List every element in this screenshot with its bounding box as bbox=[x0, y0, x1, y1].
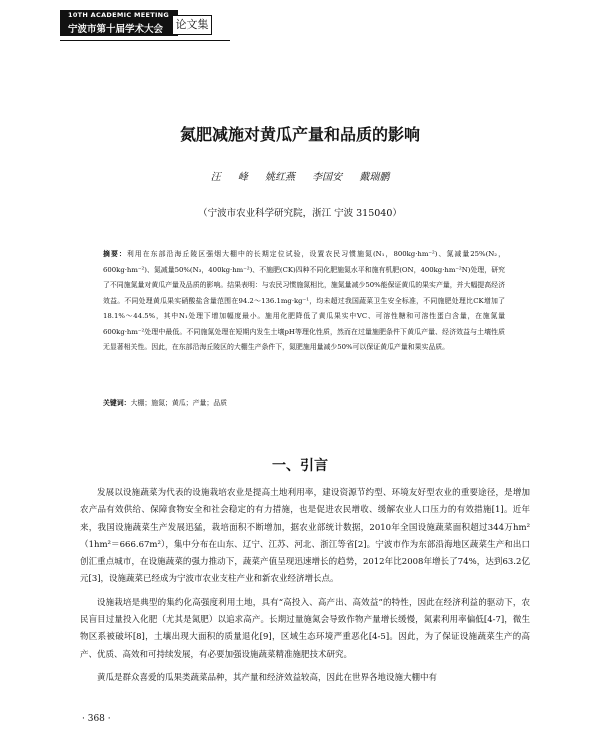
page-number: · 368 · bbox=[82, 714, 111, 724]
keywords bbox=[103, 397, 505, 409]
body-paragraph: 设施栽培是典型的集约化高强度利用土地，具有“高投入、高产出、高效益”的特性，因此在经济利益的驱动下，农民盲目过量投入化肥（尤其是氮肥）以追求高产。长期过量施氮会导致作物产量增长缓慢，氮素利用率偏低[4-7]，微生物区系被破坏[8]，土壤出现大面积的质量退化[9]，区域生态环境严重恶化[4-5]。因此，为了保证设施蔬菜生产的高产、优质、高效和可持续发展，有必要加强设施蔬菜精准施肥技术研究。 bbox=[80, 597, 530, 660]
keywords-text: 大棚；施氮；黄瓜；产量；品质 bbox=[130, 399, 228, 407]
conference-name-cn: 宁波市第十届学术大会 bbox=[68, 24, 164, 35]
abstract-text: 利用在东部沿海丘陵区强烟大棚中的长期定位试验，设置农民习惯施氮(N₁，800kg·hm⁻²)、氮减量25%(N₂，600kg·hm⁻²)、氮减量50%(N₃，400kg·hm⁻²)、不施肥(CK)四种不同化肥施氮水平和施有机肥(ON，400kg·hm⁻²N)处理，研究了不同施氮量对黄瓜产量及品质的影响。结果表明：与农民习惯施氮相比，施氮量减少50%能保证黄瓜的果实产量，并大幅提高经济效益。不同处理黄瓜果实硝酸盐含量范围在94.2～136.1mg·kg⁻¹，均未超过我国蔬菜卫生安全标准，不同施肥处理比CK增加了18.1%～44.5%，其中N₁处理下增加幅度最小。施用化肥降低了黄瓜果实中VC、可溶性糖和可溶性蛋白含量，在施氮量600kg·hm⁻²处理中最低。不同施氮处理在短期内发生土壤pH等理化性质，然而在过量施肥条件下黄瓜产量、经济效益与土壤性质无显著相关性。因此，在东部沿海丘陵区的大棚生产条件下，氮肥施用量减少50%可以保证黄瓜产量和果实品质。 bbox=[103, 250, 506, 351]
affiliation: （宁波市农业科学研究院，浙江 宁波 315040） bbox=[198, 208, 402, 219]
keywords-label: 关键词： bbox=[103, 399, 131, 407]
column-tag: 论文集 bbox=[172, 15, 212, 35]
body-text bbox=[80, 485, 530, 687]
conference-name-en: 10TH ACADEMIC MEETING bbox=[68, 11, 170, 19]
conference-badge bbox=[60, 10, 178, 36]
abstract-label: 摘要： bbox=[103, 250, 127, 258]
abstract bbox=[103, 247, 505, 356]
body-paragraph: 发展以设施蔬菜为代表的设施栽培农业是提高土地利用率，建设资源节约型、环境友好型农业的重要途径，是增加农产品有效供给、保障食物安全和社会稳定的有力措施，也是促进农民增收、缓解农业人口压力的有效措施[1]。近年来，我国设施蔬菜生产发展迅猛，栽培面积不断增加，据农业部统计数据，2010年全国设施蔬菜面积超过344万hm²（1hm²＝666.67m²），集中分布在山东、辽宁、江苏、河北、浙江等省[2]。宁波市作为东部沿海地区蔬菜生产和出口创汇重点城市，在设施蔬菜的强力推动下，蔬菜产值呈现迅速增长的趋势，2012年比2008年增长了74%，达到63.2亿元[3]，设施蔬菜已经成为宁波市农业支柱产业和新农业经济增长点。 bbox=[80, 488, 530, 585]
section-heading: 一、引言 bbox=[272, 458, 328, 474]
header-rule bbox=[60, 40, 230, 41]
author-list: 汪 峰 姚红燕 李国安 戴瑞鹏 bbox=[210, 172, 390, 183]
paper-title: 氮肥减施对黄瓜产量和品质的影响 bbox=[179, 125, 420, 144]
conference-header bbox=[60, 10, 260, 54]
body-paragraph: 黄瓜是群众喜爱的瓜果类蔬菜品种，其产量和经济效益较高，因此在世界各地设施大棚中有 bbox=[97, 672, 438, 683]
